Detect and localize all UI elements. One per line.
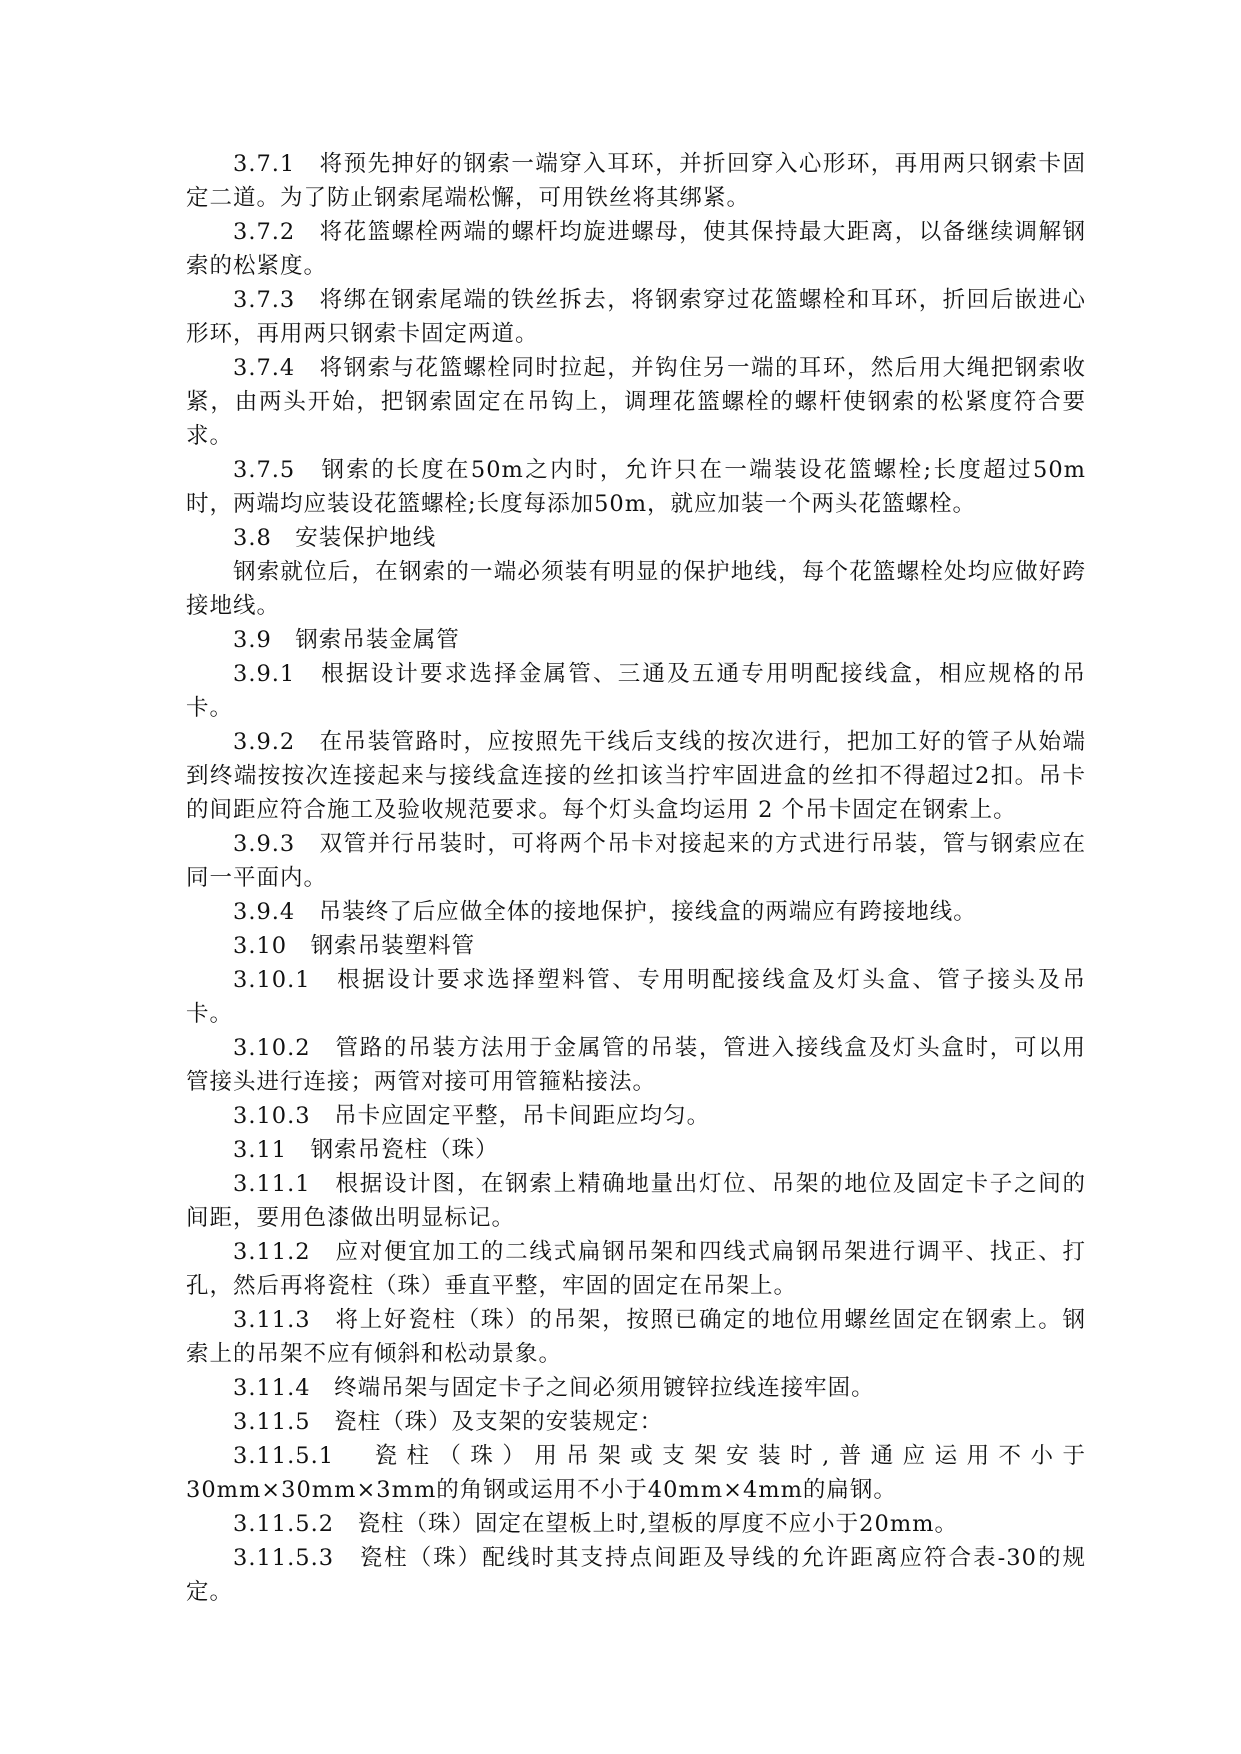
- paragraph-3-8-body: 钢索就位后，在钢索的一端必须装有明显的保护地线，每个花篮螺栓处均应做好跨接地线。: [186, 559, 1086, 619]
- heading-3-11: 3.11 钢索吊瓷柱（珠）: [233, 1137, 499, 1163]
- paragraph-3-9-3: 3.9.3 双管并行吊装时，可将两个吊卡对接起来的方式进行吊装，管与钢索应在同一平面内。: [186, 831, 1086, 891]
- paragraph-3-11-2: 3.11.2 应对便宜加工的二线式扁钢吊架和四线式扁钢吊架进行调平、找正、打孔，然后再将瓷柱（珠）垂直平整，牢固的固定在吊架上。: [186, 1239, 1086, 1299]
- paragraph-3-9-1: 3.9.1 根据设计要求选择金属管、三通及五通专用明配接线盒，相应规格的吊卡。: [186, 661, 1086, 721]
- paragraph-3-11-5-2: 3.11.5.2 瓷柱（珠）固定在望板上时,望板的厚度不应小于20mm。: [233, 1511, 958, 1537]
- heading-3-9: 3.9 钢索吊装金属管: [233, 627, 460, 653]
- paragraph-3-11-1: 3.11.1 根据设计图，在钢索上精确地量出灯位、吊架的地位及固定卡子之间的间距，要用色漆做出明显标记。: [186, 1171, 1086, 1231]
- paragraph-3-7-2: 3.7.2 将花篮螺栓两端的螺杆均旋进螺母，使其保持最大距离，以备继续调解钢索的松紧度。: [186, 219, 1086, 279]
- paragraph-3-11-3: 3.11.3 将上好瓷柱（珠）的吊架，按照已确定的地位用螺丝固定在钢索上。钢索上的吊架不应有倾斜和松动景象。: [186, 1307, 1086, 1367]
- paragraph-3-11-5-1: 3.11.5.1 瓷柱（珠）用吊架或支架安装时,普通应运用不小于30mm×30mm×3mm的角钢或运用不小于40mm×4mm的扁钢。: [186, 1443, 1086, 1503]
- paragraph-3-10-3: 3.10.3 吊卡应固定平整，吊卡间距应均匀。: [233, 1103, 711, 1129]
- paragraph-3-7-4: 3.7.4 将钢索与花篮螺栓同时拉起，并钩住另一端的耳环，然后用大绳把钢索收紧，由两头开始，把钢索固定在吊钩上，调理花篮螺栓的螺杆使钢索的松紧度符合要求。: [186, 355, 1086, 449]
- document-body: [186, 147, 1086, 1609]
- heading-3-10: 3.10 钢索吊装塑料管: [233, 933, 476, 959]
- paragraph-3-10-1: 3.10.1 根据设计要求选择塑料管、专用明配接线盒及灯头盒、管子接头及吊卡。: [186, 967, 1086, 1027]
- paragraph-3-11-4: 3.11.4 终端吊架与固定卡子之间必须用镀锌拉线连接牢固。: [233, 1375, 875, 1401]
- paragraph-3-9-4: 3.9.4 吊装终了后应做全体的接地保护，接线盒的两端应有跨接地线。: [233, 899, 977, 925]
- paragraph-3-7-1: 3.7.1 将预先抻好的钢索一端穿入耳环，并折回穿入心形环，再用两只钢索卡固定二道。为了防止钢索尾端松懈，可用铁丝将其绑紧。: [186, 151, 1086, 211]
- paragraph-3-7-3: 3.7.3 将绑在钢索尾端的铁丝拆去，将钢索穿过花篮螺栓和耳环，折回后嵌进心形环，再用两只钢索卡固定两道。: [186, 287, 1086, 347]
- paragraph-3-10-2: 3.10.2 管路的吊装方法用于金属管的吊装，管进入接线盒及灯头盒时，可以用管接头进行连接；两管对接可用管箍粘接法。: [186, 1035, 1086, 1095]
- paragraph-3-11-5: 3.11.5 瓷柱（珠）及支架的安装规定：: [233, 1409, 664, 1435]
- paragraph-3-7-5: 3.7.5 钢索的长度在50m之内时，允许只在一端装设花篮螺栓;长度超过50m时，两端均应装设花篮螺栓;长度每添加50m，就应加装一个两头花篮螺栓。: [186, 457, 1086, 517]
- paragraph-3-11-5-3: 3.11.5.3 瓷柱（珠）配线时其支持点间距及导线的允许距离应符合表-30的规定。: [186, 1545, 1086, 1605]
- paragraph-3-9-2: 3.9.2 在吊装管路时，应按照先干线后支线的按次进行，把加工好的管子从始端到终端按按次连接起来与接线盒连接的丝扣该当拧牢固进盒的丝扣不得超过2扣。吊卡的间距应符合施工及验收规范要求。每个灯头盒均运用 2 个吊卡固定在钢索上。: [186, 729, 1086, 823]
- heading-3-8: 3.8 安装保护地线: [233, 525, 437, 551]
